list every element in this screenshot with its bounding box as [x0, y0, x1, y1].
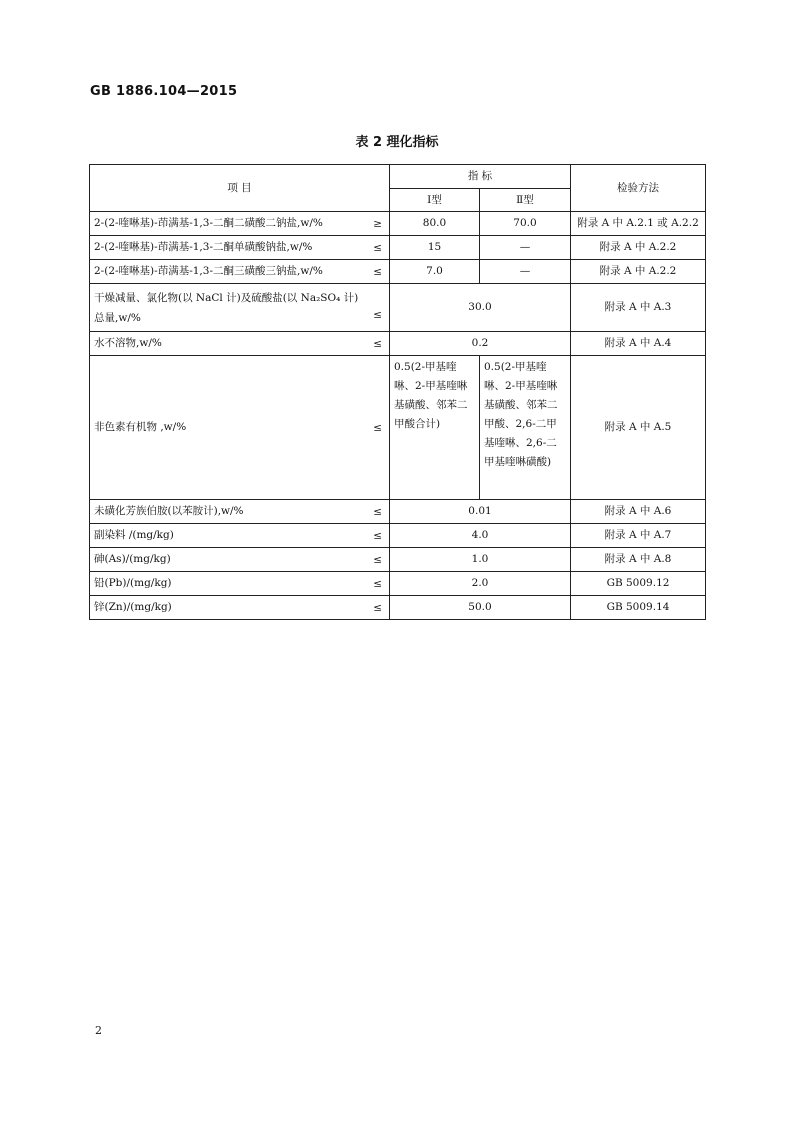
- item-label: 干燥减量、氯化物(以 NaCl 计)及硫酸盐(以 Na₂SO₄ 计)总量,w/%: [94, 291, 359, 324]
- relation-symbol: ≤: [373, 529, 382, 542]
- value-merged: 0.2: [390, 332, 571, 356]
- table-row: [90, 212, 706, 236]
- header-type-1: Ⅰ型: [390, 189, 480, 212]
- value-type-1: 0.5(2-甲基喹啉、2-甲基喹啉基磺酸、邻苯二甲酸合计): [390, 356, 480, 500]
- value-merged: 50.0: [390, 596, 571, 620]
- item-label: 铅(Pb)/(mg/kg): [94, 577, 172, 590]
- relation-symbol: ≤: [373, 553, 382, 566]
- relation-symbol: ≤: [373, 309, 382, 321]
- method-cell: GB 5009.12: [571, 572, 706, 596]
- relation-symbol: ≤: [373, 337, 382, 350]
- item-label: 非色素有机物 ,w/%: [94, 421, 187, 434]
- relation-symbol: ≥: [373, 217, 382, 230]
- item-label: 砷(As)/(mg/kg): [94, 553, 171, 566]
- table-row: [90, 500, 706, 524]
- relation-symbol: ≤: [373, 421, 382, 434]
- table-row: [90, 332, 706, 356]
- method-cell: 附录 A 中 A.8: [571, 548, 706, 572]
- table-row: [90, 260, 706, 284]
- method-cell: 附录 A 中 A.4: [571, 332, 706, 356]
- value-merged: 0.01: [390, 500, 571, 524]
- table-row: [90, 572, 706, 596]
- item-cell: [90, 260, 390, 284]
- relation-symbol: ≤: [373, 265, 382, 278]
- value-type-2: —: [480, 236, 571, 260]
- item-cell: [90, 500, 390, 524]
- relation-symbol: ≤: [373, 505, 382, 518]
- header-method: 检验方法: [571, 165, 706, 212]
- table-row: [90, 284, 706, 332]
- table-caption: 表 2 理化指标: [355, 135, 439, 150]
- value-merged: 30.0: [390, 284, 571, 332]
- item-cell: [90, 572, 390, 596]
- item-label: 未磺化芳族伯胺(以苯胺计),w/%: [94, 505, 244, 518]
- method-cell: 附录 A 中 A.2.2: [571, 236, 706, 260]
- header-item: 项 目: [90, 165, 390, 212]
- item-cell: [90, 524, 390, 548]
- table-row: [90, 236, 706, 260]
- item-cell: [90, 356, 390, 500]
- item-cell: [90, 548, 390, 572]
- table-row: [90, 548, 706, 572]
- value-type-2: 70.0: [480, 212, 571, 236]
- value-merged: 4.0: [390, 524, 571, 548]
- header-type-2: Ⅱ型: [480, 189, 571, 212]
- value-type-2: —: [480, 260, 571, 284]
- relation-symbol: ≤: [373, 601, 382, 614]
- page-number: 2: [95, 1024, 102, 1037]
- value-merged: 2.0: [390, 572, 571, 596]
- item-cell: [90, 212, 390, 236]
- method-cell: 附录 A 中 A.2.1 或 A.2.2: [571, 212, 706, 236]
- value-type-1: 7.0: [390, 260, 480, 284]
- table-row: [90, 596, 706, 620]
- item-cell: [90, 236, 390, 260]
- header-index: 指 标: [390, 165, 571, 189]
- item-cell: [90, 596, 390, 620]
- standard-number: GB 1886.104—2015: [90, 84, 238, 99]
- method-cell: 附录 A 中 A.7: [571, 524, 706, 548]
- table-row: [90, 356, 706, 500]
- method-cell: 附录 A 中 A.6: [571, 500, 706, 524]
- method-cell: 附录 A 中 A.3: [571, 284, 706, 332]
- value-merged: 1.0: [390, 548, 571, 572]
- item-cell: [90, 284, 390, 332]
- item-label: 水不溶物,w/%: [94, 337, 162, 350]
- item-label: 副染料 /(mg/kg): [94, 529, 174, 542]
- method-cell: 附录 A 中 A.2.2: [571, 260, 706, 284]
- item-label: 2-(2-喹啉基)-茚满基-1,3-二酮单磺酸钠盐,w/%: [94, 241, 313, 254]
- physicochemical-index-table: [89, 164, 706, 620]
- method-cell: GB 5009.14: [571, 596, 706, 620]
- item-cell: [90, 332, 390, 356]
- item-label: 2-(2-喹啉基)-茚满基-1,3-二酮三磺酸三钠盐,w/%: [94, 265, 323, 278]
- value-type-2: 0.5(2-甲基喹啉、2-甲基喹啉基磺酸、邻苯二甲酸、2,6-二甲基喹啉、2,6-二甲基喹啉磺酸): [480, 356, 571, 500]
- table-row: [90, 524, 706, 548]
- relation-symbol: ≤: [373, 241, 382, 254]
- item-label: 锌(Zn)/(mg/kg): [94, 601, 172, 614]
- method-cell: 附录 A 中 A.5: [571, 356, 706, 500]
- relation-symbol: ≤: [373, 577, 382, 590]
- item-label: 2-(2-喹啉基)-茚满基-1,3-二酮二磺酸二钠盐,w/%: [94, 217, 323, 230]
- value-type-1: 15: [390, 236, 480, 260]
- value-type-1: 80.0: [390, 212, 480, 236]
